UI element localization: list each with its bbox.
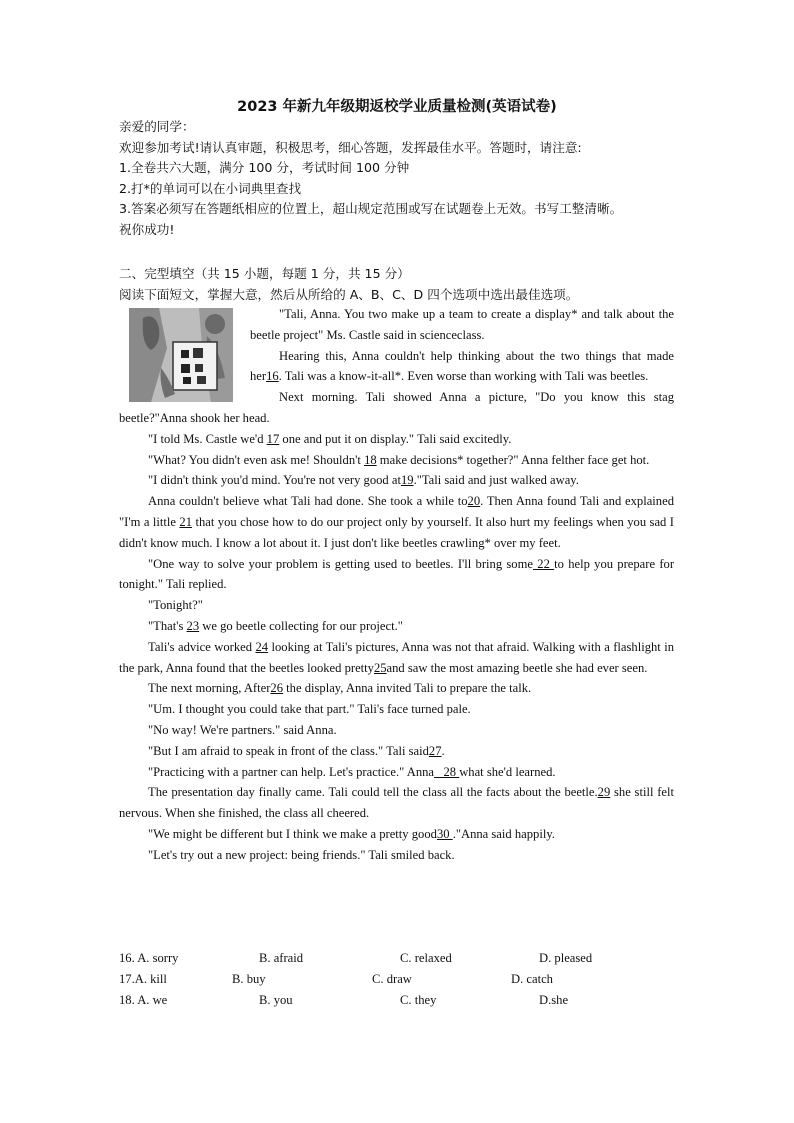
blank-17: 17 bbox=[266, 431, 280, 446]
blank-27: 27 bbox=[428, 743, 442, 758]
paragraph-10-part-a: "That's bbox=[148, 618, 187, 633]
paragraph-5-part-a: "What? You didn't even ask me! Shouldn't bbox=[148, 452, 365, 467]
question-18-option-d: D.she bbox=[539, 992, 569, 1007]
paragraph-13: "Um. I thought you could take that part." Tali's face turned pale. bbox=[148, 702, 471, 717]
paragraph-11-part-c: and saw the most amazing beetle she had ever seen. bbox=[386, 660, 648, 675]
wish-text: 祝你成功! bbox=[119, 221, 175, 237]
welcome-text: 欢迎参加考试!请认真审题，积极思考，细心答题，发挥最佳水平。答题时，请注意: bbox=[119, 139, 582, 155]
paragraph-11 bbox=[119, 637, 674, 679]
blank-21: 21 bbox=[179, 514, 193, 529]
blank-30: 30 bbox=[436, 826, 453, 841]
question-17 bbox=[119, 969, 679, 990]
exam-instructions bbox=[119, 117, 679, 241]
question-18-option-a: 18. A. we bbox=[119, 992, 168, 1007]
paragraph-12-part-a: The next morning, After bbox=[148, 681, 271, 696]
paragraph-10 bbox=[119, 616, 674, 637]
paragraph-7 bbox=[119, 491, 674, 553]
paragraph-15-part-a: "But I am afraid to speak in front of the class." Tali said bbox=[148, 743, 429, 758]
question-options bbox=[119, 948, 679, 1010]
question-16-option-a: 16. A. sorry bbox=[119, 951, 179, 965]
exam-title: 2023 年新九年级期返校学业质量检测(英语试卷) bbox=[237, 99, 557, 115]
paragraph-8-part-a: "One way to solve your problem is getting used to beetles. I'll bring some bbox=[148, 556, 533, 571]
blank-25: 25 bbox=[373, 660, 387, 675]
section-header bbox=[119, 264, 679, 306]
paragraph-6-part-a: "I didn't think you'd mind. You're not very good at bbox=[148, 473, 401, 488]
question-16-option-b: B. afraid bbox=[259, 951, 304, 965]
paragraph-12 bbox=[119, 678, 674, 699]
question-17-option-b: B. buy bbox=[232, 971, 266, 986]
blank-23: 23 bbox=[186, 618, 200, 633]
paragraph-5 bbox=[119, 450, 674, 471]
paragraph-11-part-a: Tali's advice worked bbox=[148, 639, 256, 654]
blank-24: 24 bbox=[255, 639, 269, 654]
paragraph-3: Next morning. Tali showed Anna a picture, "Do you know this stag beetle?"Anna shook her head. bbox=[119, 390, 674, 425]
paragraph-16-part-a: "Practicing with a partner can help. Let's practice." Anna bbox=[148, 764, 435, 779]
paragraph-16-part-b: what she'd learned. bbox=[459, 764, 556, 779]
question-18-option-c: C. they bbox=[400, 992, 437, 1007]
beetle-illustration bbox=[129, 308, 233, 402]
paragraph-7-part-b: . Then Anna found Tali and explained "I'm a little bbox=[119, 494, 674, 529]
blank-18: 18 bbox=[364, 452, 377, 467]
question-16-option-d: D. pleased bbox=[539, 951, 593, 965]
paragraph-7-part-c: that you chose how to do our project only by yourself. It also hurt my feelings when you sad I didn't know much. I know a lot about it. I just don't like beetles crawling* over my feet. bbox=[119, 514, 674, 550]
section-heading: 二、完型填空（共 15 小题，每题 1 分，共 15 分） bbox=[119, 266, 410, 281]
blank-19: 19 bbox=[400, 473, 414, 488]
question-18-option-b: B. you bbox=[259, 992, 293, 1007]
beetle-illustration-drawing bbox=[129, 308, 233, 402]
paragraph-4-part-a: "I told Ms. Castle we'd bbox=[148, 431, 267, 446]
paragraph-17-part-a: The presentation day finally came. Tali could tell the class all the facts about the beetle. bbox=[148, 785, 598, 800]
question-16 bbox=[119, 948, 679, 969]
paragraph-15 bbox=[119, 741, 674, 762]
paragraph-16 bbox=[119, 762, 674, 783]
paragraph-6-part-b: ."Tali said and just walked away. bbox=[413, 473, 579, 488]
paragraph-18-part-a: "We might be different but I think we make a pretty good bbox=[148, 826, 437, 841]
paragraph-17-part-b: she still felt nervous. When she finished, the class all cheered. bbox=[119, 785, 674, 821]
paragraph-7-part-a: Anna couldn't believe what Tali had done. She took a while to bbox=[148, 494, 468, 509]
question-17-option-c: C. draw bbox=[372, 971, 412, 986]
blank-28: 28 bbox=[434, 764, 460, 779]
rule-3: 3.答案必须写在答题纸相应的位置上，超山规定范围或写在试题卷上无效。书写工整清晰。 bbox=[119, 201, 623, 217]
blank-29: 29 bbox=[597, 785, 611, 800]
paragraph-14: "No way! We're partners." said Anna. bbox=[148, 722, 337, 737]
rule-1: 1.全卷共六大题，满分 100 分，考试时间 100 分钟 bbox=[119, 160, 410, 176]
paragraph-5-part-b: make decisions* together?" Anna felther face get hot. bbox=[376, 452, 650, 467]
paragraph-11-part-b: looking at Tali's pictures, Anna was not that afraid. Walking with a flashlight in the park, Anna found that the beetles looked pretty bbox=[119, 639, 674, 675]
paragraph-2-part-b: . Tali was a know-it-all*. Even worse than working with Tali was beetles. bbox=[278, 369, 649, 384]
paragraph-18-part-b: ."Anna said happily. bbox=[452, 826, 555, 841]
blank-16: 16 bbox=[266, 369, 279, 384]
question-18 bbox=[119, 990, 679, 1011]
paragraph-15-part-b: . bbox=[441, 743, 445, 758]
greeting: 亲爱的同学： bbox=[119, 119, 195, 134]
paragraph-9: "Tonight?" bbox=[148, 598, 203, 613]
paragraph-12-part-b: the display, Anna invited Tali to prepare the talk. bbox=[283, 681, 532, 696]
rule-2: 2.打*的单词可以在小词典里查找 bbox=[119, 180, 302, 196]
paragraph-17 bbox=[119, 782, 674, 824]
section-instruction: 阅读下面短文，掌握大意，然后从所给的 A、B、C、D 四个选项中选出最佳选项。 bbox=[119, 286, 579, 302]
paragraph-19: "Let's try out a new project: being friends." Tali smiled back. bbox=[148, 847, 455, 862]
paragraph-6 bbox=[119, 470, 674, 491]
blank-20: 20 bbox=[467, 494, 481, 509]
paragraph-4-part-b: one and put it on display." Tali said excitedly. bbox=[279, 431, 512, 446]
paragraph-8 bbox=[119, 554, 674, 596]
blank-26: 26 bbox=[270, 681, 284, 696]
question-16-option-c: C. relaxed bbox=[400, 951, 452, 965]
paragraph-8-part-b: to help you prepare for tonight." Tali replied. bbox=[119, 556, 675, 592]
paragraph-1: "Tali, Anna. You two make up a team to create a display* and talk about the beetle project" Ms. Castle said in scienceclass. bbox=[250, 307, 674, 342]
paragraph-2-part-a: Hearing this, Anna couldn't help thinking about the two things that made her bbox=[250, 348, 674, 384]
paragraph-4 bbox=[119, 429, 674, 450]
question-17-option-a: 17.A. kill bbox=[119, 971, 167, 986]
cloze-passage bbox=[119, 304, 674, 866]
question-17-option-d: D. catch bbox=[511, 971, 553, 986]
paragraph-18 bbox=[119, 824, 674, 845]
paragraph-10-part-b: we go beetle collecting for our project." bbox=[199, 618, 403, 633]
blank-22: 22 bbox=[533, 556, 555, 571]
